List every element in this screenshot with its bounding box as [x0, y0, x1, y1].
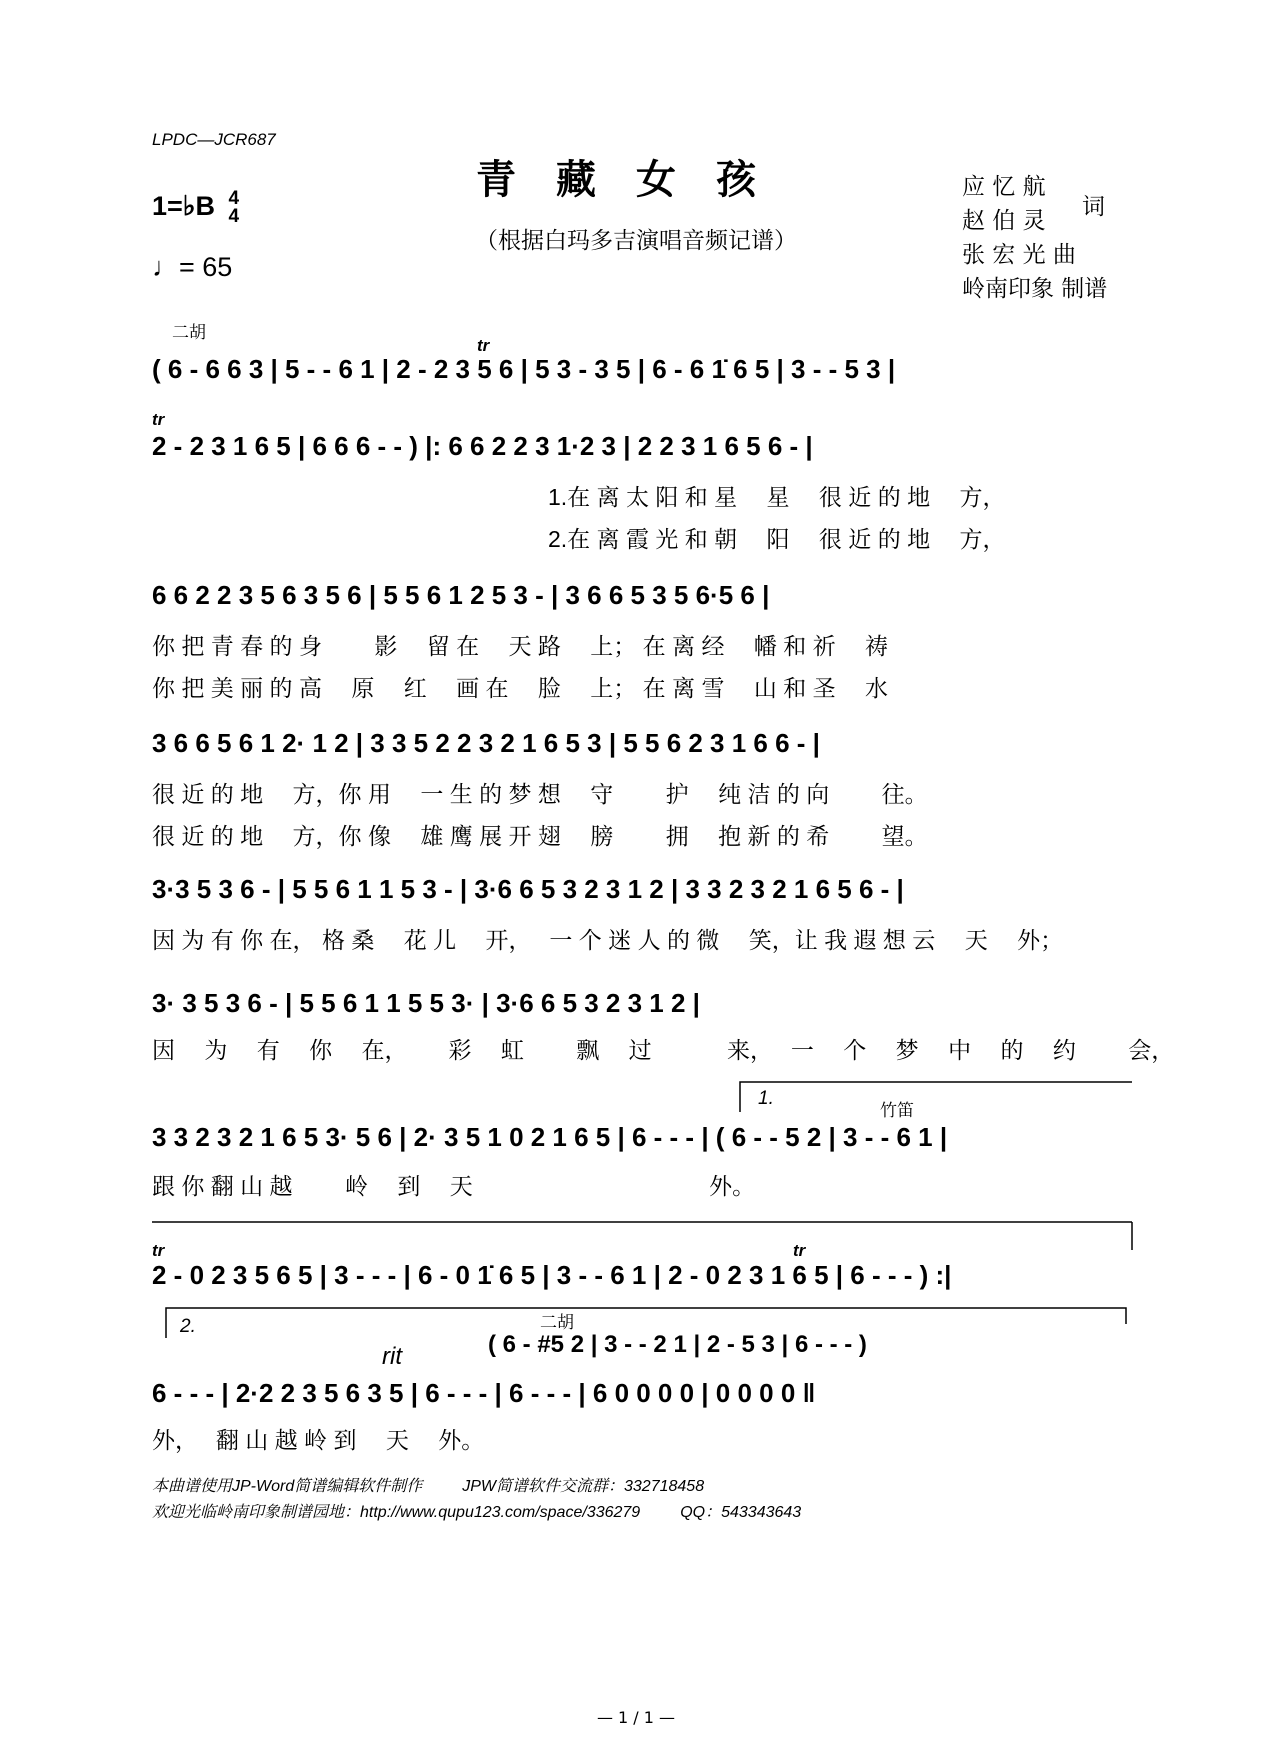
lyric-line-4b: 很 近 的 地 方，你 像 雄 鹰 展 开 翅 膀 拥 抱 新 的 希 望。: [152, 823, 928, 849]
lyric-line-2a: 1.在 离 太 阳 和 星 星 很 近 的 地 方，: [548, 484, 1006, 510]
footer-qq: QQ：543343643: [680, 1504, 802, 1521]
trill-mark-3: tr: [152, 1241, 165, 1260]
song-title: 青藏女孩: [476, 156, 796, 203]
key-label: 1=♭B: [152, 191, 216, 222]
notation-line-7: 3 3 2 3 2 1 6 5 3· 5 6 | 2· 3 5 1 0 2 1 6 5 | 6 - - - | ( 6 - - 5 2 | 3 - - 6 1 |: [152, 1122, 948, 1152]
trill-mark-4: tr: [793, 1241, 806, 1260]
lyricist-2: 赵 伯 灵: [962, 208, 1046, 234]
volta-2-label: 2.: [180, 1316, 196, 1337]
lyric-line-2b: 2.在 离 霞 光 和 朝 阳 很 近 的 地 方，: [548, 526, 1006, 552]
notation-line-1: ( 6 - 6 6 3 | 5 - - 6 1 | 2 - 2 3 5 6 | 5 3 - 3 5 | 6 - 6 1̇ 6 5 | 3 - - 5 3 |: [152, 354, 896, 384]
notation-line-4: 3 6 6 5 6 1 2· 1 2 | 3 3 5 2 2 3 2 1 6 5 3 | 5 5 6 2 3 1 6 6 - |: [152, 728, 820, 758]
composer: 张 宏 光 曲: [962, 242, 1076, 268]
volta-1-bracket: [740, 1082, 1132, 1112]
instrument-line-9: ( 6 - #5 2 | 3 - - 2 1 | 2 - 5 3 | 6 - - - ): [488, 1331, 867, 1358]
song-subtitle: （根据白玛多吉演唱音频记谱）: [475, 228, 797, 254]
erhu-label-2: 二胡: [540, 1313, 574, 1332]
lyric-line-9: 外， 翻 山 越 岭 到 天 外。: [152, 1427, 485, 1453]
tempo-marking: ♩= 65: [152, 252, 233, 282]
arranger: 岭南印象 制谱: [962, 276, 1108, 302]
time-top: 4: [228, 188, 240, 209]
trill-mark-1: tr: [477, 336, 490, 355]
lyric-line-3a: 你 把 青 春 的 身 影 留 在 天 路 上； 在 离 经 幡 和 祈 祷: [152, 633, 889, 659]
page-number: — 1 / 1 —: [596, 1708, 676, 1727]
time-bottom: 4: [228, 206, 240, 227]
dizi-label: 竹笛: [880, 1101, 914, 1120]
score-code: LPDC—JCR687: [152, 130, 276, 149]
lyricist-1: 应 忆 航: [962, 174, 1046, 200]
erhu-label: 二胡: [172, 323, 206, 342]
lyric-label: 词: [1082, 194, 1105, 220]
notation-line-3: 6 6 2 2 3 5 6 3 5 6 | 5 5 6 1 2 5 3 - | 3 6 6 5 3 5 6·5 6 |: [152, 580, 770, 610]
footer-group: JPW简谱软件交流群：332718458: [462, 1478, 705, 1495]
footer: [152, 1474, 841, 1526]
footer-software: 本曲谱使用JP-Word简谱编辑软件制作: [152, 1478, 423, 1495]
lyric-line-4a: 很 近 的 地 方，你 用 一 生 的 梦 想 守 护 纯 洁 的 向 往。: [152, 781, 928, 807]
notation-line-8: 2 - 0 2 3 5 6 5 | 3 - - - | 6 - 0 1̇ 6 5 | 3 - - 6 1 | 2 - 0 2 3 1 6 5 | 6 - - - ) :|: [152, 1260, 952, 1290]
notation-line-9: 6 - - - | 2·2 2 3 5 6 3 5 | 6 - - - | 6 - - - | 6 0 0 0 0 | 0 0 0 0 ‖: [152, 1378, 816, 1408]
notation-line-2: 2 - 2 3 1 6 5 | 6 6 6 - - ) |: 6 6 2 2 3 1·2 3 | 2 2 3 1 6 5 6 - |: [152, 431, 813, 461]
rit-marking: rit: [382, 1343, 402, 1370]
lyric-line-6: 因 为 有 你 在， 彩 虹 飘 过 来， 一 个 梦 中 的 约 会，: [152, 1037, 1175, 1063]
footer-website: 欢迎光临岭南印象制谱园地：http://www.qupu123.com/space/336279: [152, 1504, 641, 1521]
lyric-line-7: 跟 你 翻 山 越 岭 到 天 外。: [152, 1173, 756, 1199]
lyric-line-3b: 你 把 美 丽 的 高 原 红 画 在 脸 上； 在 离 雪 山 和 圣 水: [152, 675, 889, 701]
trill-mark-2: tr: [152, 410, 165, 429]
volta-1-label: 1.: [758, 1088, 774, 1109]
notation-line-5: 3·3 5 3 6 - | 5 5 6 1 1 5 3 - | 3·6 6 5 3 2 3 1 2 | 3 3 2 3 2 1 6 5 6 - |: [152, 874, 904, 904]
notation-line-6: 3· 3 5 3 6 - | 5 5 6 1 1 5 5 3· | 3·6 6 5 3 2 3 1 2 |: [152, 988, 700, 1018]
lyric-line-5: 因 为 有 你 在， 格 桑 花 儿 开， 一 个 迷 人 的 微 笑，让 我 遐 想 云 天 外；: [152, 927, 1064, 953]
